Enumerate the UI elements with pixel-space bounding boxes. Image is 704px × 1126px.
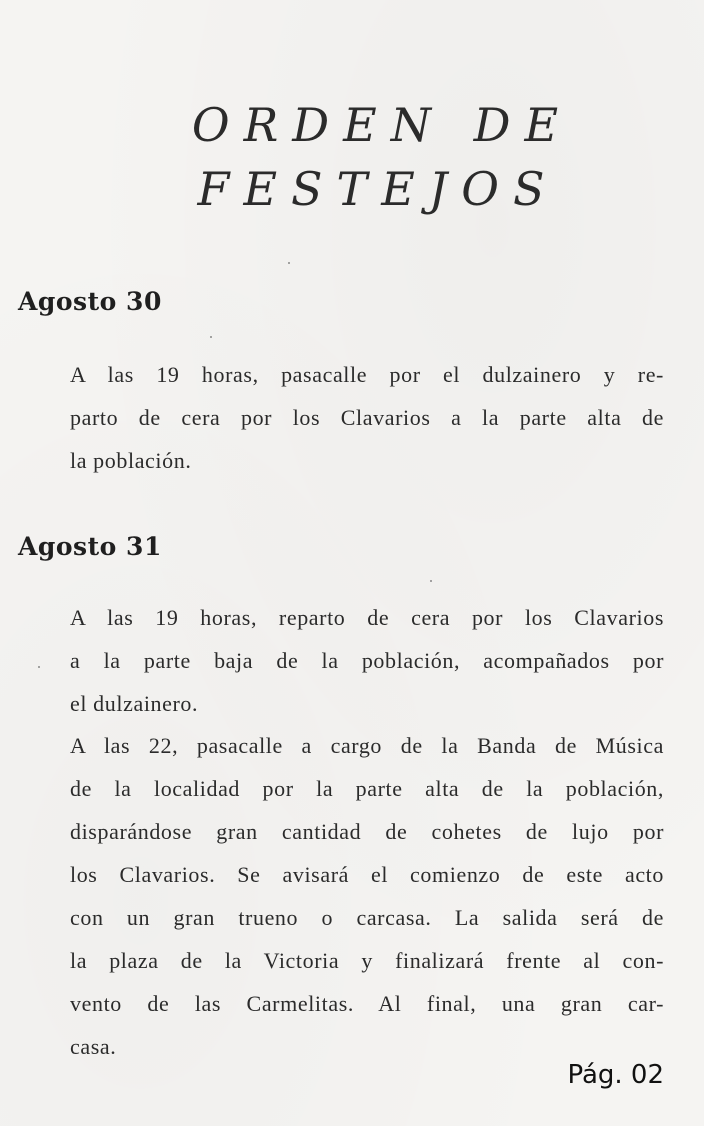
print-speck — [38, 666, 40, 668]
print-speck — [210, 336, 212, 338]
date-heading-agosto-30: Agosto 30 — [18, 287, 162, 316]
paragraph-line: el dulzainero. — [70, 691, 199, 716]
paragraph-line: A las 19 horas, pasacalle por el dulzainero y re- — [70, 362, 664, 387]
paragraph-line: con un gran trueno o carcasa. La salida será de — [70, 905, 664, 930]
paragraph-line: los Clavarios. Se avisará el comienzo de este acto — [70, 862, 664, 887]
paragraph-line: vento de las Carmelitas. Al final, una gran car- — [70, 991, 664, 1016]
paragraph-line: casa. — [70, 1034, 117, 1059]
paragraph-line: disparándose gran cantidad de cohetes de lujo por — [70, 819, 664, 844]
print-speck — [288, 262, 290, 264]
paragraph-agosto-31-first — [70, 596, 664, 725]
title-line-1: ORDEN DE — [191, 98, 573, 152]
paragraph-line: la población. — [70, 448, 192, 473]
print-speck — [430, 580, 432, 582]
paragraph-agosto-31-second — [70, 724, 664, 1068]
paragraph-line: A las 22, pasacalle a cargo de la Banda de Música — [70, 733, 664, 758]
paragraph-line: la plaza de la Victoria y finalizará frente al con- — [70, 948, 664, 973]
paragraph-line: A las 19 horas, reparto de cera por los Clavarios — [70, 605, 664, 630]
title-line-2: FESTEJOS — [197, 162, 559, 216]
date-heading-agosto-31: Agosto 31 — [18, 532, 162, 561]
paragraph-agosto-30 — [70, 353, 664, 482]
paragraph-line: a la parte baja de la población, acompañados por — [70, 648, 664, 673]
paragraph-line: de la localidad por la parte alta de la población, — [70, 776, 664, 801]
paragraph-line: parto de cera por los Clavarios a la parte alta de — [70, 405, 664, 430]
page-number: Pág. 02 — [567, 1060, 664, 1090]
